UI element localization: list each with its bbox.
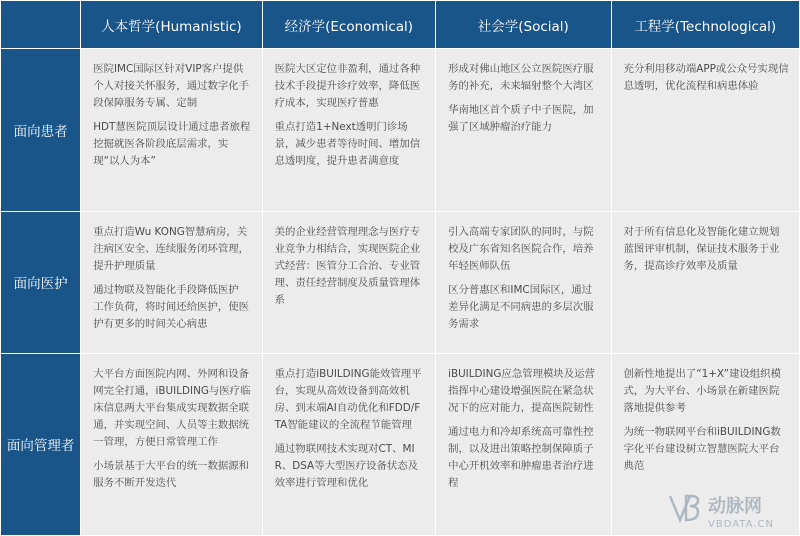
cell-paragraph: 通过物联网技术实现对CT、MIR、DSA等大型医疗设备状态及效率进行管理和优化	[274, 442, 419, 489]
cell-paragraph: 医院IMC国际区针对VIP客户提供个人对接关怀服务，通过数字化手段保障服务专属、定制	[93, 63, 250, 109]
matrix-row-patient	[1, 49, 799, 211]
cell-paragraph: 创新性地提出了“1+X”建设组织模式，为大平台、小场景在新建医院落地提供参考	[623, 367, 781, 414]
vbdata-logo-watermark	[666, 490, 794, 532]
cell-paragraph: 形成对佛山地区公立医院医疗服务的补充，未来辐射整个大湾区	[448, 63, 594, 92]
column-header-humanistic: 人本哲学(Humanistic)	[81, 1, 261, 48]
column-header-social: 社会学(Social)	[436, 1, 610, 48]
cell-paragraph: 重点打造1+Next透明门诊场景，减少患者等待时间、增加信息透明度，提升患者满意度	[274, 121, 421, 167]
column-header-technological: 工程学(Technological)	[612, 1, 800, 48]
cell-medical-staff-technological	[612, 212, 800, 353]
cell-paragraph: 重点打造Wu KONG智慧病房，关注病区安全、连续服务闭环管理，提升护理质量	[93, 226, 250, 272]
cell-paragraph: 充分利用移动端APP或公众号实现信息透明，优化流程和病患体验	[623, 63, 789, 92]
cell-manager-humanistic	[81, 354, 261, 535]
row-header-medical-staff: 面向医护	[1, 212, 80, 353]
row-header-manager: 面向管理者	[1, 354, 80, 535]
cell-patient-technological	[612, 49, 800, 211]
cell-paragraph: 为统一物联网平台和iBUILDING数字化平台建设树立智慧医院大平台典范	[623, 425, 781, 472]
cell-patient-social	[436, 49, 610, 211]
cell-manager-economical	[263, 354, 435, 535]
vb-logo-icon	[670, 496, 698, 520]
watermark-brand: 动脉网	[708, 496, 762, 517]
cell-medical-staff-social	[436, 212, 610, 353]
cell-patient-humanistic	[81, 49, 261, 211]
cell-paragraph: 大平台方面医院内网、外网和设备网完全打通，iBUILDING与医疗临床信息两大平台集成实现数据全联通，并实现空间、人员等主数据统一管理，方便日常管理工作	[93, 367, 251, 448]
row-header-patient: 面向患者	[1, 49, 80, 211]
cell-paragraph: 通过电力和冷却系统高可靠性控制，以及进出策略控制保障质子中心开机效率和肿瘤患者治疗进程	[448, 425, 594, 489]
cell-paragraph: 小场景基于大平台的统一数据源和服务不断开发迭代	[93, 459, 250, 489]
cell-paragraph: 引入高端专家团队的同时，与院校及广东省知名医院合作，培养年轻医师队伍	[448, 226, 594, 272]
matrix-body	[1, 49, 799, 535]
cell-paragraph: 华南地区首个质子中子医院，加强了区域肿瘤治疗能力	[448, 104, 594, 133]
cell-paragraph: 通过物联及智能化手段降低医护 工作负荷，将时间还给医护，使医护有更多的时间关心病患	[93, 284, 250, 330]
watermark-site: VBDATA.CN	[708, 519, 774, 530]
cell-manager-social	[436, 354, 610, 535]
cell-medical-staff-humanistic	[81, 212, 261, 353]
corner-cell	[1, 1, 80, 48]
cell-paragraph: iBUILDING应急管理模块及运营指挥中心建设增强医院在紧急状况下的应对能力，提高医院韧性	[448, 367, 595, 414]
column-header-economical: 经济学(Economical)	[263, 1, 435, 48]
cell-paragraph: 重点打造iBUILDING能效管理平台，实现从高效设备到高效机房、到末端AI自动优化和FDD/FTA智能建议的全流程节能管理	[274, 367, 422, 431]
matrix-row-medical-staff	[1, 212, 799, 353]
cell-paragraph: 对于所有信息化及智能化建立规划蓝图评审机制，保证技术服务于业务，提高诊疗效率及质量	[623, 226, 780, 272]
cell-paragraph: 美的企业经营管理理念与医疗专业竞争力相结合，实现医院企业式经营：医管分工合治、专业管理、责任经营制度及质量管理体系	[274, 226, 421, 306]
cell-paragraph: HDT慧医院顶层设计通过患者旅程挖掘就医各阶段底层需求，实现“以人为本”	[93, 121, 251, 167]
cell-paragraph: 医院大区定位非盈利，通过各种技术手段提升诊疗效率，降低医疗成本，实现医疗普惠	[274, 63, 421, 109]
cell-patient-economical	[263, 49, 435, 211]
cell-paragraph: 区分普惠区和IMC国际区，通过差异化满足不同病患的多层次服务需求	[448, 284, 594, 330]
cell-medical-staff-economical	[263, 212, 435, 353]
